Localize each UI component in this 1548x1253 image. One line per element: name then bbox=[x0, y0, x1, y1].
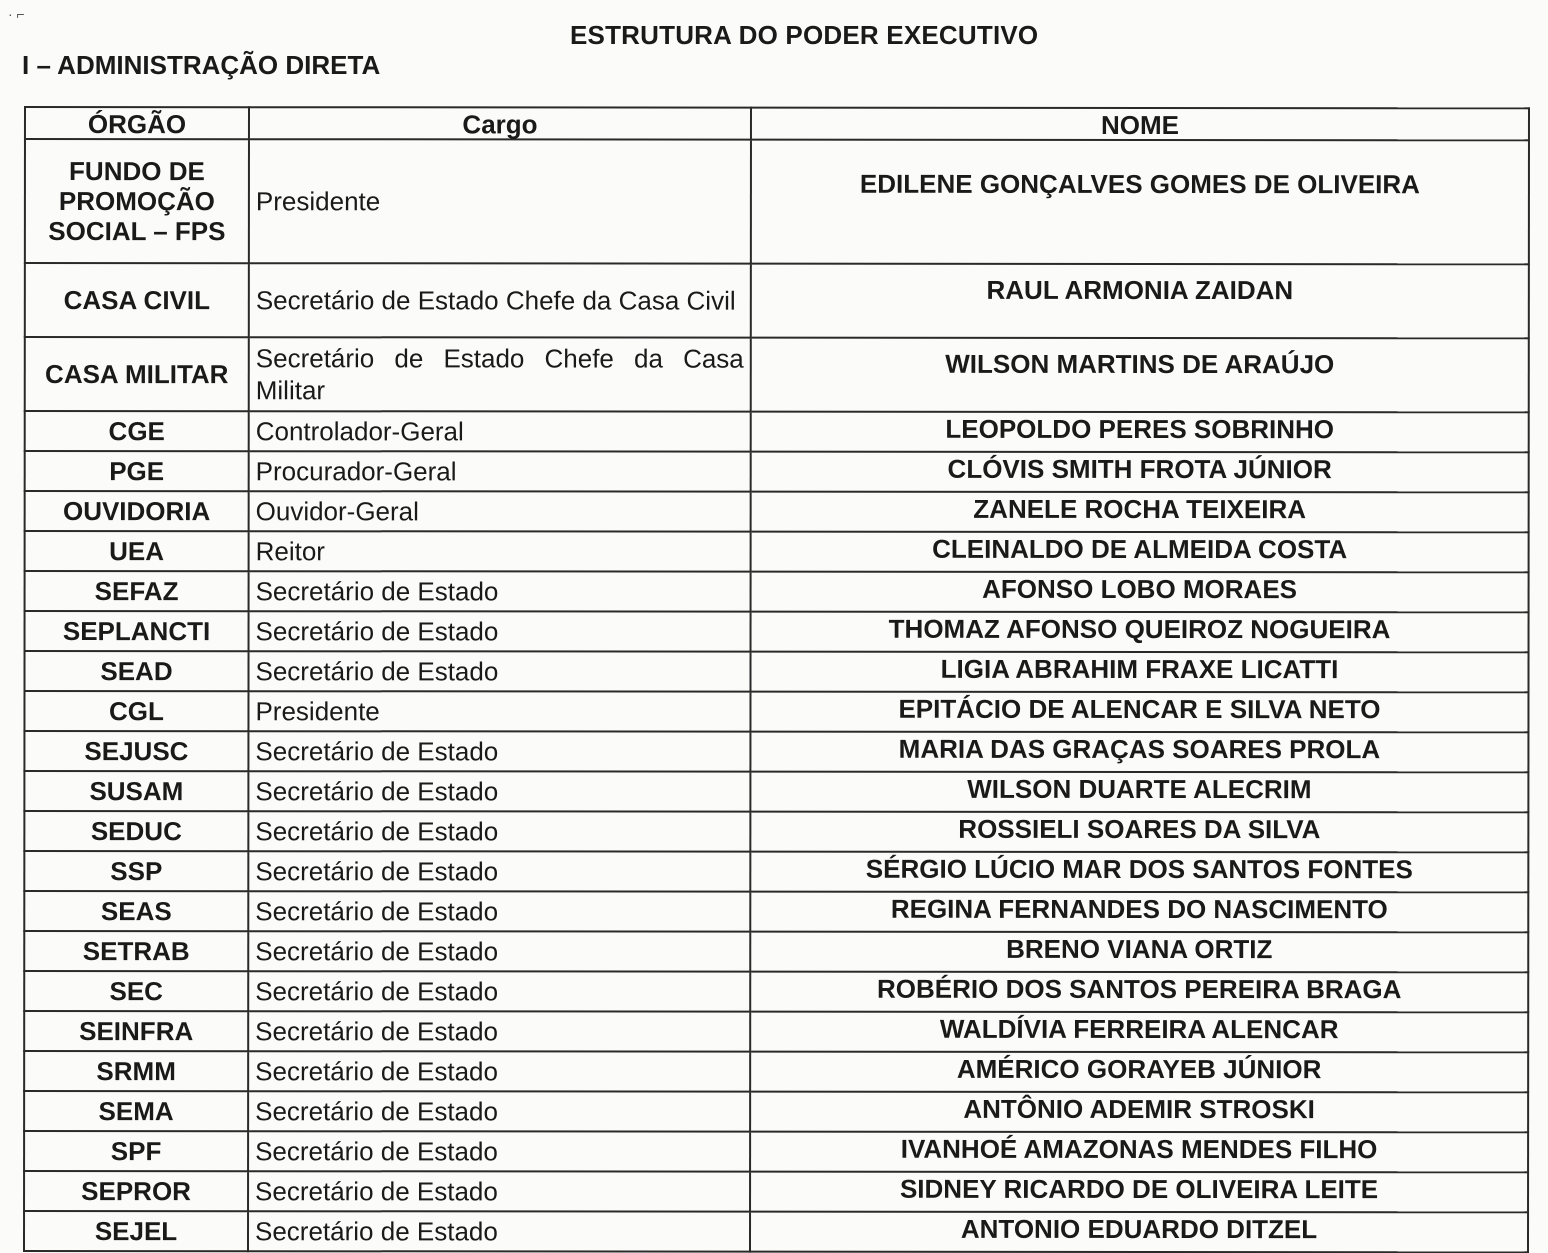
orgao-cell: SEAS bbox=[24, 891, 248, 931]
orgao-cell: SEDUC bbox=[24, 811, 248, 851]
cargo-cell: Secretário de Estado bbox=[249, 611, 751, 651]
nome-cell: WALDÍVIA FERREIRA ALENCAR bbox=[750, 1012, 1528, 1053]
nome-cell: ROSSIELI SOARES DA SILVA bbox=[750, 812, 1528, 853]
executive-structure-table bbox=[23, 106, 1530, 1253]
cargo-cell: Secretário de Estado bbox=[248, 1171, 750, 1211]
orgao-cell: SEMA bbox=[24, 1091, 248, 1131]
cargo-cell: Reitor bbox=[249, 531, 751, 571]
cargo-cell: Ouvidor-Geral bbox=[249, 491, 751, 531]
cargo-cell: Presidente bbox=[248, 691, 750, 731]
nome-cell: LEOPOLDO PERES SOBRINHO bbox=[751, 412, 1529, 453]
nome-cell: ANTÔNIO ADEMIR STROSKI bbox=[750, 1092, 1528, 1133]
nome-cell: CLEINALDO DE ALMEIDA COSTA bbox=[751, 532, 1529, 573]
orgao-cell: CGE bbox=[25, 411, 249, 451]
cargo-cell: Secretário de Estado bbox=[248, 1091, 750, 1131]
orgao-cell: SEAD bbox=[24, 651, 248, 691]
cargo-cell: Procurador-Geral bbox=[249, 451, 751, 491]
orgao-cell: CASA CIVIL bbox=[25, 263, 249, 337]
table-row bbox=[24, 691, 1528, 732]
cargo-cell: Secretário de Estado bbox=[248, 1131, 750, 1171]
section-title: I – ADMINISTRAÇÃO DIRETA bbox=[22, 50, 381, 80]
orgao-cell: SUSAM bbox=[24, 771, 248, 811]
orgao-cell: OUVIDORIA bbox=[25, 491, 249, 531]
table-row bbox=[24, 851, 1528, 892]
nome-cell: ROBÉRIO DOS SANTOS PEREIRA BRAGA bbox=[750, 972, 1528, 1013]
nome-cell: ANTONIO EDUARDO DITZEL bbox=[750, 1212, 1528, 1253]
scan-mark: · ⌐ bbox=[8, 6, 25, 22]
nome-cell: EDILENE GONÇALVES GOMES DE OLIVEIRA bbox=[751, 140, 1529, 265]
nome-cell: SIDNEY RICARDO DE OLIVEIRA LEITE bbox=[750, 1172, 1528, 1213]
orgao-cell: SEINFRA bbox=[24, 1011, 248, 1051]
table-row bbox=[24, 731, 1528, 772]
cargo-cell: Secretário de Estado Chefe da Casa Militar bbox=[249, 337, 751, 411]
header-orgao: ÓRGÃO bbox=[25, 107, 249, 139]
orgao-cell: PGE bbox=[25, 451, 249, 491]
cargo-cell: Secretário de Estado bbox=[249, 571, 751, 611]
orgao-cell: UEA bbox=[25, 531, 249, 571]
table-row bbox=[24, 1011, 1528, 1052]
nome-cell: MARIA DAS GRAÇAS SOARES PROLA bbox=[750, 732, 1528, 773]
orgao-cell: CGL bbox=[24, 691, 248, 731]
orgao-cell: SPF bbox=[24, 1131, 248, 1171]
nome-cell: REGINA FERNANDES DO NASCIMENTO bbox=[750, 892, 1528, 933]
table-row bbox=[25, 451, 1529, 492]
nome-cell: LIGIA ABRAHIM FRAXE LICATTI bbox=[750, 652, 1528, 693]
table-row bbox=[25, 263, 1529, 338]
nome-cell: IVANHOÉ AMAZONAS MENDES FILHO bbox=[750, 1132, 1528, 1173]
orgao-cell: SEFAZ bbox=[25, 571, 249, 611]
nome-cell: ZANELE ROCHA TEIXEIRA bbox=[751, 492, 1529, 533]
nome-cell: EPITÁCIO DE ALENCAR E SILVA NETO bbox=[750, 692, 1528, 733]
cargo-cell: Secretário de Estado bbox=[248, 1211, 750, 1251]
table-row bbox=[25, 139, 1529, 264]
table-row bbox=[24, 1051, 1528, 1092]
table-row bbox=[24, 811, 1528, 852]
cargo-cell: Presidente bbox=[249, 139, 751, 263]
cargo-cell: Secretário de Estado bbox=[248, 651, 750, 691]
table-row bbox=[24, 971, 1528, 1012]
orgao-cell: SEC bbox=[24, 971, 248, 1011]
orgao-cell: SEPLANCTI bbox=[25, 611, 249, 651]
document-title: ESTRUTURA DO PODER EXECUTIVO bbox=[570, 20, 1039, 50]
orgao-cell: SEJUSC bbox=[24, 731, 248, 771]
nome-cell: CLÓVIS SMITH FROTA JÚNIOR bbox=[751, 452, 1529, 493]
cargo-cell: Secretário de Estado bbox=[248, 771, 750, 811]
cargo-cell: Secretário de Estado bbox=[248, 1011, 750, 1051]
table-row bbox=[25, 571, 1529, 612]
orgao-cell: CASA MILITAR bbox=[25, 337, 249, 411]
orgao-cell: SRMM bbox=[24, 1051, 248, 1091]
table-row bbox=[25, 531, 1529, 572]
nome-cell: BRENO VIANA ORTIZ bbox=[750, 932, 1528, 973]
cargo-cell: Secretário de Estado bbox=[248, 731, 750, 771]
cargo-cell: Secretário de Estado bbox=[248, 891, 750, 931]
table-row bbox=[24, 651, 1528, 692]
table-row bbox=[25, 337, 1529, 412]
table-row bbox=[24, 931, 1528, 972]
cargo-cell: Secretário de Estado bbox=[248, 811, 750, 851]
nome-cell: AMÉRICO GORAYEB JÚNIOR bbox=[750, 1052, 1528, 1093]
nome-cell: RAUL ARMONIA ZAIDAN bbox=[751, 264, 1529, 339]
table-row bbox=[25, 411, 1529, 452]
nome-cell: SÉRGIO LÚCIO MAR DOS SANTOS FONTES bbox=[750, 852, 1528, 893]
nome-cell: WILSON MARTINS DE ARAÚJO bbox=[751, 338, 1529, 413]
table-row bbox=[24, 891, 1528, 932]
table-row bbox=[25, 491, 1529, 532]
nome-cell: THOMAZ AFONSO QUEIROZ NOGUEIRA bbox=[751, 612, 1529, 653]
table-row bbox=[24, 771, 1528, 812]
header-nome: NOME bbox=[751, 108, 1529, 141]
table-header-row bbox=[25, 107, 1529, 140]
table-row bbox=[24, 1211, 1528, 1252]
cargo-cell: Secretário de Estado Chefe da Casa Civil bbox=[249, 263, 751, 337]
cargo-cell: Secretário de Estado bbox=[248, 1051, 750, 1091]
orgao-cell: SETRAB bbox=[24, 931, 248, 971]
cargo-cell: Secretário de Estado bbox=[248, 931, 750, 971]
header-cargo: Cargo bbox=[249, 107, 751, 139]
nome-cell: WILSON DUARTE ALECRIM bbox=[750, 772, 1528, 813]
nome-cell: AFONSO LOBO MORAES bbox=[751, 572, 1529, 613]
cargo-cell: Controlador-Geral bbox=[249, 411, 751, 451]
orgao-cell: SSP bbox=[24, 851, 248, 891]
table-row bbox=[24, 1171, 1528, 1212]
orgao-cell: FUNDO DE PROMOÇÃO SOCIAL – FPS bbox=[25, 139, 249, 263]
table-row bbox=[24, 1091, 1528, 1132]
table-row bbox=[25, 611, 1529, 652]
orgao-cell: SEJEL bbox=[24, 1211, 248, 1251]
orgao-cell: SEPROR bbox=[24, 1171, 248, 1211]
cargo-cell: Secretário de Estado bbox=[248, 851, 750, 891]
cargo-cell: Secretário de Estado bbox=[248, 971, 750, 1011]
table-row bbox=[24, 1131, 1528, 1172]
